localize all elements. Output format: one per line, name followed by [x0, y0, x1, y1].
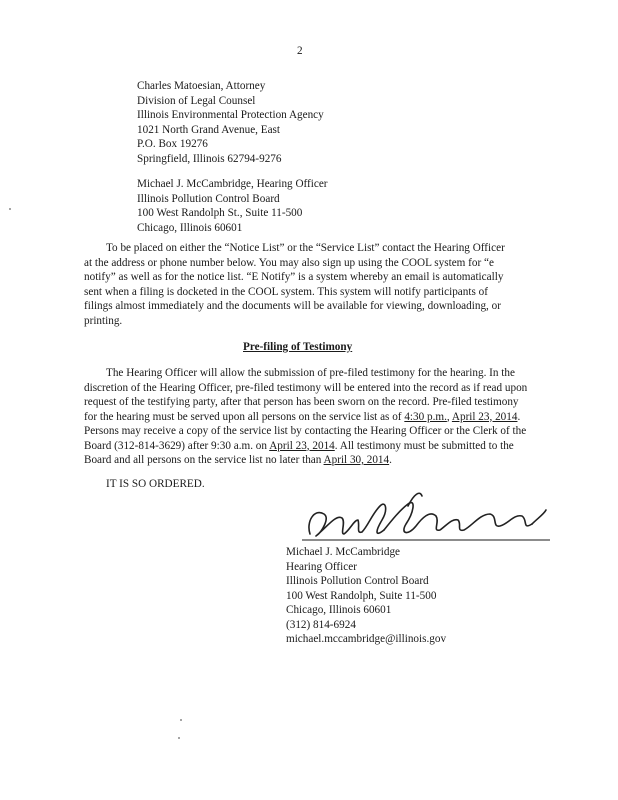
page-number: 2: [297, 45, 303, 57]
signature-image: [296, 484, 552, 552]
signature-line: (312) 814-6924: [286, 618, 356, 631]
signature-line: Illinois Pollution Control Board: [286, 575, 429, 587]
text-run: ,: [446, 410, 452, 423]
so-ordered-text: IT IS SO ORDERED.: [106, 478, 205, 490]
paragraph-line: Persons may receive a copy of the service list by contacting the Hearing Officer or the Clerk of the: [84, 425, 527, 437]
text-run: .: [389, 454, 392, 466]
paragraph-line: [84, 439, 527, 454]
address-line: P.O. Box 19276: [137, 138, 208, 150]
address-line: 1021 North Grand Avenue, East: [137, 123, 281, 136]
text-run: for the hearing must be served upon all persons on the service list as of: [84, 410, 405, 423]
scan-speck: [180, 719, 182, 721]
service-list-date: April 23, 2014: [269, 439, 335, 452]
paragraph-line: notify” as well as for the notice list. “E Notify” is a system whereby an email is automatically: [84, 271, 504, 283]
paragraph-line: [84, 453, 527, 468]
text-run: .: [517, 410, 521, 423]
address-line: Division of Legal Counsel: [137, 94, 256, 107]
signature-line: Hearing Officer: [286, 560, 357, 573]
signature-line: Michael J. McCambridge: [286, 546, 401, 558]
address-line: Michael J. McCambridge, Hearing Officer: [137, 178, 328, 190]
address-line: Illinois Environmental Protection Agency: [137, 109, 324, 121]
paragraph-line: discretion of the Hearing Officer, pre-filed testimony will be entered into the record as if read upon: [84, 381, 528, 394]
paragraph-line: printing.: [84, 314, 123, 327]
deadline-date: April 23, 2014: [451, 410, 518, 423]
text-run: . All testimony must be submitted to the: [334, 439, 514, 452]
paragraph-line: request of the testifying party, after that person has been sworn on the record. Pre-filed testimony: [84, 396, 519, 408]
address-line: Charles Matoesian, Attorney: [137, 80, 266, 92]
deadline-time: 4:30 p.m.: [404, 410, 447, 423]
scan-speck: [178, 737, 180, 739]
paragraph-line: The Hearing Officer will allow the submission of pre-filed testimony for the hearing. In the: [106, 367, 515, 379]
paragraph-line: sent when a filing is docketed in the COOL system. This system will notify participants of: [84, 285, 488, 298]
address-block-agency: [137, 79, 324, 166]
paragraph-line: To be placed on either the “Notice List” or the “Service List” contact the Hearing Officer: [106, 242, 505, 254]
address-line: Springfield, Illinois 62794-9276: [137, 152, 282, 165]
section-heading: Pre-filing of Testimony: [243, 341, 353, 353]
paragraph-line: [84, 410, 527, 425]
signature-line: Chicago, Illinois 60601: [286, 604, 392, 616]
address-line: Illinois Pollution Control Board: [137, 192, 280, 205]
scan-speck: [9, 208, 11, 210]
signature-line: 100 West Randolph, Suite 11-500: [286, 589, 437, 602]
paragraph-line: filings almost immediately and the documents will be available for viewing, downloading, or: [84, 300, 501, 312]
text-run: Board and all persons on the service list no later than: [84, 454, 324, 466]
paragraph-line: at the address or phone number below. You may also sign up using the COOL system for “e: [84, 256, 494, 269]
signature-block: [286, 545, 446, 647]
signature-email: michael.mccambridge@illinois.gov: [286, 633, 447, 645]
address-line: 100 West Randolph St., Suite 11-500: [137, 207, 303, 219]
address-block-hearing-officer: [137, 177, 328, 235]
notice-paragraph: [84, 241, 505, 328]
address-line: Chicago, Illinois 60601: [137, 221, 243, 234]
submission-deadline-date: April 30, 2014: [323, 454, 390, 466]
text-run: Board (312-814-3629) after 9:30 a.m. on: [84, 439, 270, 452]
testimony-paragraph: [84, 366, 527, 468]
